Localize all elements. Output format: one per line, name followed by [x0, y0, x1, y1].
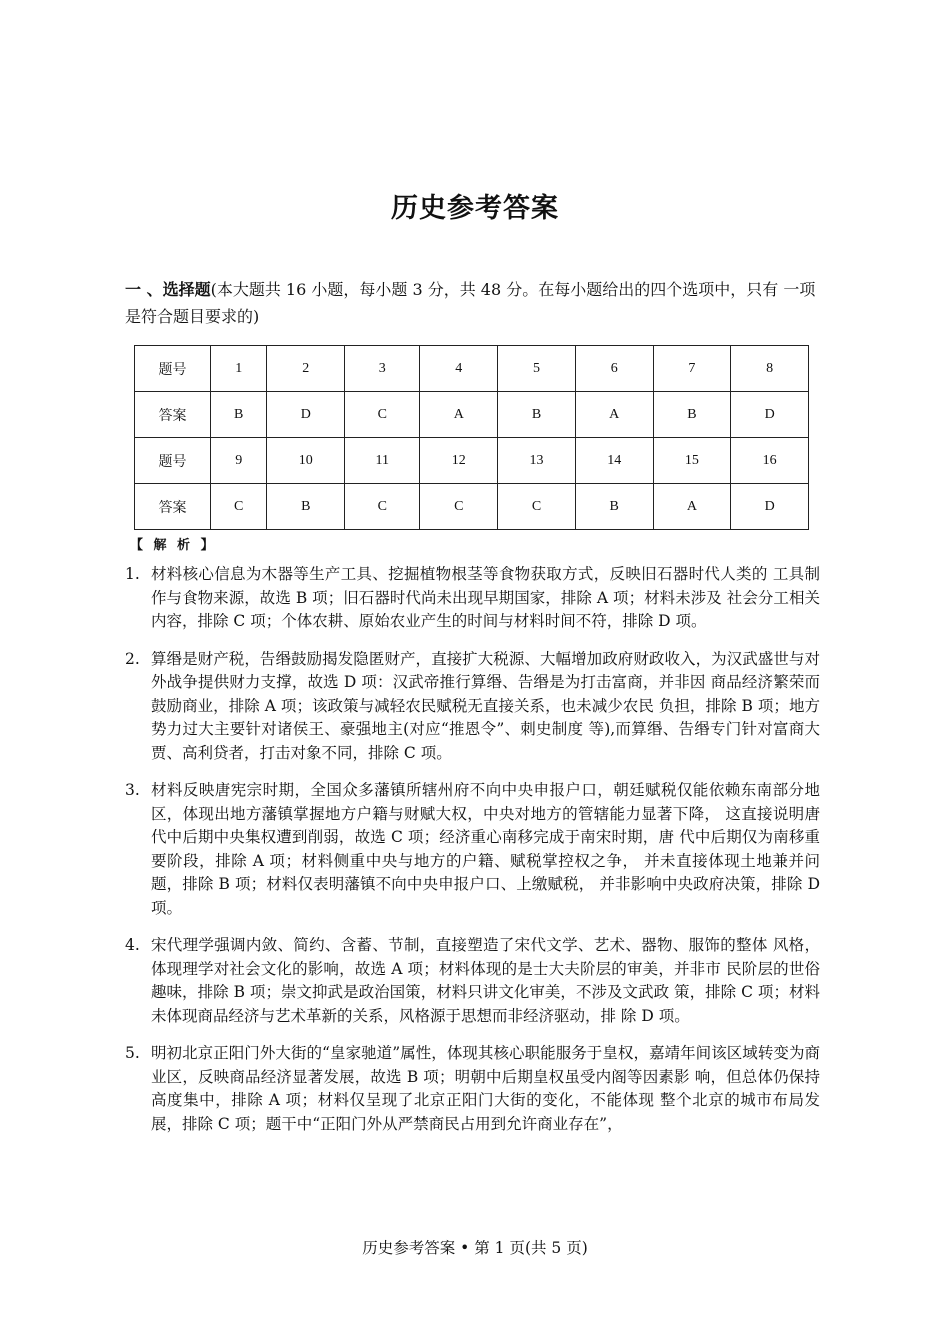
- item-number: 5.: [125, 1044, 140, 1062]
- list-item: [125, 648, 820, 766]
- answer-header: 答案: [135, 484, 211, 530]
- question-number-cell: 4: [420, 346, 498, 392]
- table-row: [135, 484, 809, 530]
- answer-cell: C: [420, 484, 498, 530]
- list-item: [125, 934, 820, 1028]
- list-item: [125, 1042, 820, 1136]
- answer-table: [134, 345, 809, 530]
- item-text: 材料核心信息为木器等生产工具、挖掘植物根茎等食物获取方式，反映旧石器时代人类的 工具制作与食物来源，故选 B 项；旧石器时代尚未出现早期国家，排除 A 项；材料未涉及 社会分工相关内容，排除 C 项；个体农耕、原始农业产生的时间与材料时间不符，排除 D 项。: [151, 565, 820, 630]
- question-number-cell: 11: [345, 438, 420, 484]
- item-number: 2.: [125, 649, 140, 668]
- question-number-cell: 14: [575, 438, 653, 484]
- item-text: 算缗是财产税，告缗鼓励揭发隐匿财产，直接扩大税源、大幅增加政府财政收入，为汉武盛世与对外战争提供财力支撑，故选 D 项：汉武帝推行算缗、告缗是为打击富商，并非因 商品经济繁荣而鼓励商业，排除 A 项；该政策与减轻农民赋税无直接关系，也未减少农民 负担，排除 B 项；地方势力过大主要针对诸侯王、豪强地主(对应“推恩令”、刺史制度 等),而算缗、告缗专门针对富商大贾、高利贷者，打击对象不同，排除 C 项。: [151, 649, 820, 762]
- item-number: 3.: [125, 781, 140, 799]
- answer-cell: B: [267, 484, 345, 530]
- answer-cell: C: [345, 484, 420, 530]
- answer-cell: C: [345, 392, 420, 438]
- question-number-cell: 2: [267, 346, 345, 392]
- answer-cell: D: [731, 392, 809, 438]
- answer-cell: B: [498, 392, 576, 438]
- question-number-cell: 16: [731, 438, 809, 484]
- list-item: [125, 779, 820, 920]
- question-number-cell: 9: [211, 438, 267, 484]
- analysis-label: 【 解 析 】: [130, 538, 217, 553]
- table-row: [135, 346, 809, 392]
- table-row: [135, 438, 809, 484]
- answer-cell: B: [575, 484, 653, 530]
- question-number-header: 题号: [135, 438, 211, 484]
- question-number-cell: 5: [498, 346, 576, 392]
- answer-cell: A: [575, 392, 653, 438]
- question-number-cell: 3: [345, 346, 420, 392]
- question-number-cell: 12: [420, 438, 498, 484]
- answer-cell: D: [267, 392, 345, 438]
- item-text: 材料反映唐宪宗时期，全国众多藩镇所辖州府不向中央申报户口，朝廷赋税仅能依赖东南部分地区，体现出地方藩镇掌握地方户籍与财赋大权，中央对地方的管辖能力显著下降， 这直接说明唐代中后期中央集权遭到削弱，故选 C 项；经济重心南移完成于南宋时期，唐 代中后期仅为南移重要阶段，排除 A 项；材料侧重中央与地方的户籍、赋税掌控权之争， 并未直接体现土地兼并问题，排除 B 项；材料仅表明藩镇不向中央申报户口、上缴赋税， 并非影响中央政府决策，排除 D 项。: [151, 781, 820, 917]
- analysis-list: [125, 563, 820, 1150]
- question-number-cell: 10: [267, 438, 345, 484]
- answer-header: 答案: [135, 392, 211, 438]
- question-number-cell: 7: [653, 346, 731, 392]
- item-number: 4.: [125, 936, 140, 954]
- question-number-cell: 15: [653, 438, 731, 484]
- section-label: 一 、选择题: [125, 280, 211, 299]
- list-item: [125, 563, 820, 634]
- page-footer: 历史参考答案 • 第 1 页(共 5 页): [362, 1239, 588, 1257]
- answer-cell: B: [653, 392, 731, 438]
- page-title: 历史参考答案: [391, 193, 559, 224]
- section-heading: [125, 276, 825, 330]
- item-text: 明初北京正阳门外大街的“皇家驰道”属性，体现其核心职能服务于皇权，嘉靖年间该区域转变为商业区，反映商品经济显著发展，故选 B 项；明朝中后期皇权虽受内阁等因素影 响，但总体仍保持高度集中，排除 A 项；材料仅呈现了北京正阳门大街的变化，不能体现 整个北京的城市布局发展，排除 C 项；题干中“正阳门外从严禁商民占用到允许商业存在”，: [151, 1044, 820, 1133]
- question-number-cell: 13: [498, 438, 576, 484]
- section-note: (本大题共 16 小题，每小题 3 分，共 48 分。在每小题给出的四个选项中，只有 一项是符合题目要求的): [125, 280, 816, 326]
- table-row: [135, 392, 809, 438]
- answer-cell: B: [211, 392, 267, 438]
- question-number-cell: 1: [211, 346, 267, 392]
- answer-cell: C: [211, 484, 267, 530]
- answer-cell: C: [498, 484, 576, 530]
- question-number-cell: 8: [731, 346, 809, 392]
- item-number: 1.: [125, 565, 140, 583]
- question-number-cell: 6: [575, 346, 653, 392]
- answer-cell: A: [653, 484, 731, 530]
- answer-cell: D: [731, 484, 809, 530]
- item-text: 宋代理学强调内敛、简约、含蓄、节制，直接塑造了宋代文学、艺术、器物、服饰的整体 风格，体现理学对社会文化的影响，故选 A 项；材料体现的是士大夫阶层的审美，并非市 民阶层的世俗趣味，排除 B 项；崇文抑武是政治国策，材料只讲文化审美，不涉及文武政 策，排除 C 项；材料未体现商品经济与艺术革新的关系，风格源于思想而非经济驱动，排 除 D 项。: [151, 936, 820, 1025]
- answer-cell: A: [420, 392, 498, 438]
- question-number-header: 题号: [135, 346, 211, 392]
